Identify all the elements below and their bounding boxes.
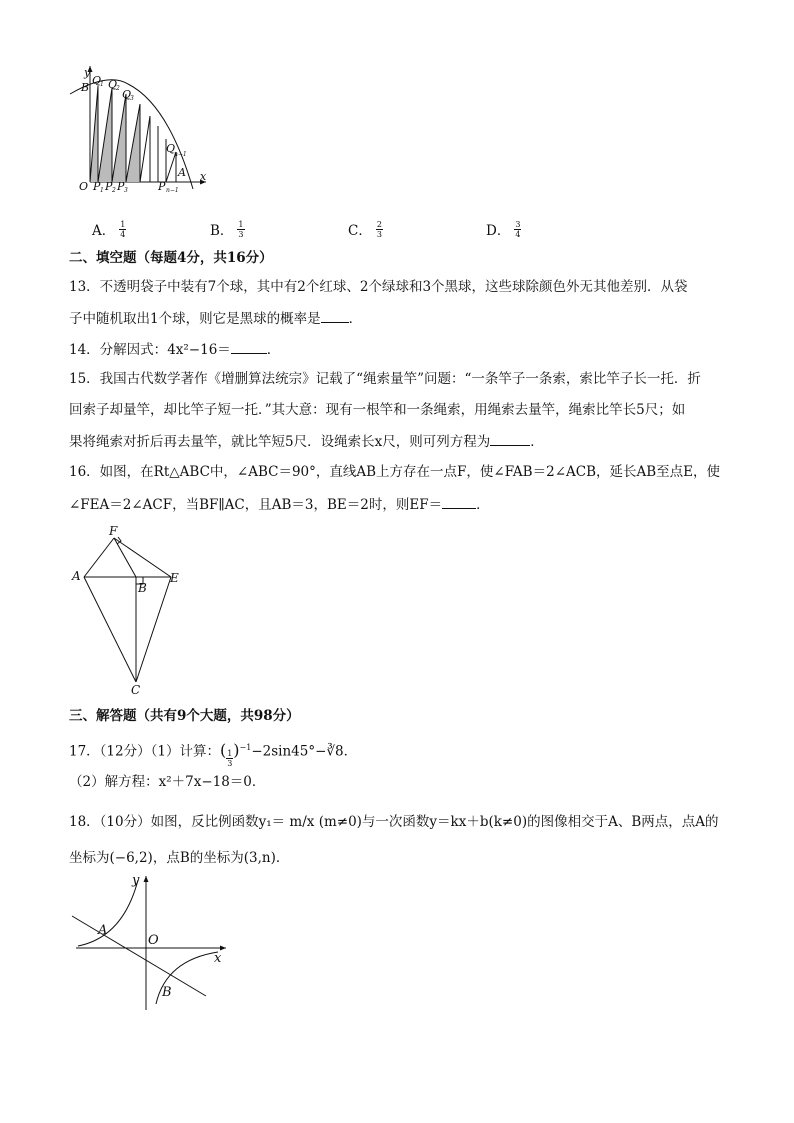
fig1-P2-label: P	[105, 180, 113, 193]
q16-line2: ∠FEA＝2∠ACF，当BF∥AC，且AB＝3，BE＝2时，则EF＝ ．	[69, 494, 729, 515]
fig3-x-label: x	[214, 951, 222, 966]
fig1-Q1-label: Q	[92, 74, 102, 87]
fig3-origin-label: O	[148, 933, 159, 948]
svg-text:3: 3	[130, 95, 134, 102]
svg-text:2: 2	[116, 85, 120, 92]
fig1-Q3-label: Q	[122, 88, 132, 101]
fig1-P3-label: P	[117, 180, 125, 193]
fig2-E-label: E	[170, 571, 179, 585]
q14: 14．分解因式：4x²−16＝ ．	[69, 339, 729, 360]
q18-line2: 坐标为(−6,2)，点B的坐标为(3,n)．	[69, 850, 290, 866]
q16-line1: 16．如图，在Rt△ABC中，∠ABC＝90°，直线AB上方存在一点F，使∠FAB＝2∠ACB，延长AB至点E，使	[69, 464, 721, 480]
figure-kite-triangle	[66, 522, 196, 700]
fig1-Pn-label: P	[158, 180, 166, 193]
fig2-F-label: F	[109, 524, 118, 538]
fig1-Q2-label: Q	[108, 78, 118, 91]
option-a: A． $\frac{1}{4}$	[92, 219, 126, 239]
svg-text:n−1: n−1	[166, 187, 179, 194]
fig3-A-label: A	[98, 923, 108, 938]
svg-text:1: 1	[100, 187, 104, 194]
svg-text:n−1: n−1	[174, 151, 187, 158]
fig1-B-label: B	[81, 81, 90, 94]
fig3-B-label: B	[162, 985, 172, 1000]
section-title-solutions: 三、解答题（共有9个大题，共98分）	[69, 708, 300, 724]
q18-line1: 18．（10分）如图，反比例函数y₁＝ m/x (m≠0)与一次函数y＝kx＋b(k≠0)的图像相交于A、B两点，点A的	[69, 814, 719, 830]
fig1-x-label: x	[200, 170, 207, 183]
figure-inverse-linear	[68, 872, 238, 1014]
figure-parabola-rectangles	[68, 64, 208, 214]
fig1-y-label: y	[84, 66, 91, 79]
q13-line2: 子中随机取出1个球，则它是黑球的概率是 ．	[69, 308, 729, 329]
q13-line1: 13．不透明袋子中装有7个球，其中有2个红球、2个绿球和3个黑球，这些球除颜色外无其他差别．从袋	[69, 279, 688, 295]
option-d: D． $\frac{3}{4}$	[486, 219, 521, 239]
fig1-Qn-label: Q	[166, 142, 176, 155]
q15-line1: 15．我国古代数学著作《增删算法统宗》记载了“绳索量竿”问题：“一条竿子一条索，索比竿子长一托．折	[69, 371, 701, 387]
q17-part1: 17．（12分）（1）计算：( $\frac{1}{3}$ )$^{-1}$−2sin45°−∛8．	[69, 740, 358, 768]
svg-text:1: 1	[100, 81, 104, 88]
fig1-P1-label: P	[93, 180, 101, 193]
fig2-C-label: C	[131, 683, 141, 697]
fig2-B-label: B	[138, 581, 147, 595]
option-b: B． $\frac{1}{3}$	[210, 219, 244, 239]
fig1-origin-label: O	[79, 180, 89, 193]
section-title-fill-in: 二、填空题（每题4分，共16分）	[69, 250, 273, 266]
option-c: C． $\frac{2}{3}$	[348, 219, 382, 239]
q17-part2: （2）解方程：x²＋7x−18＝0．	[69, 774, 266, 790]
fig3-y-label: y	[132, 873, 140, 888]
q15-line3: 果将绳索对折后再去量竿，就比竿短5尺．设绳索长x尺，则可列方程为 ．	[69, 431, 729, 452]
q15-line2: 回索子却量竿，却比竿子短一托．”其大意：现有一根竿和一条绳索，用绳索去量竿，绳索比竿长5尺；如	[69, 402, 686, 418]
svg-text:2: 2	[112, 187, 116, 194]
svg-text:3: 3	[124, 187, 128, 194]
fig1-A-label: A	[178, 166, 186, 179]
fig2-A-label: A	[72, 569, 81, 583]
